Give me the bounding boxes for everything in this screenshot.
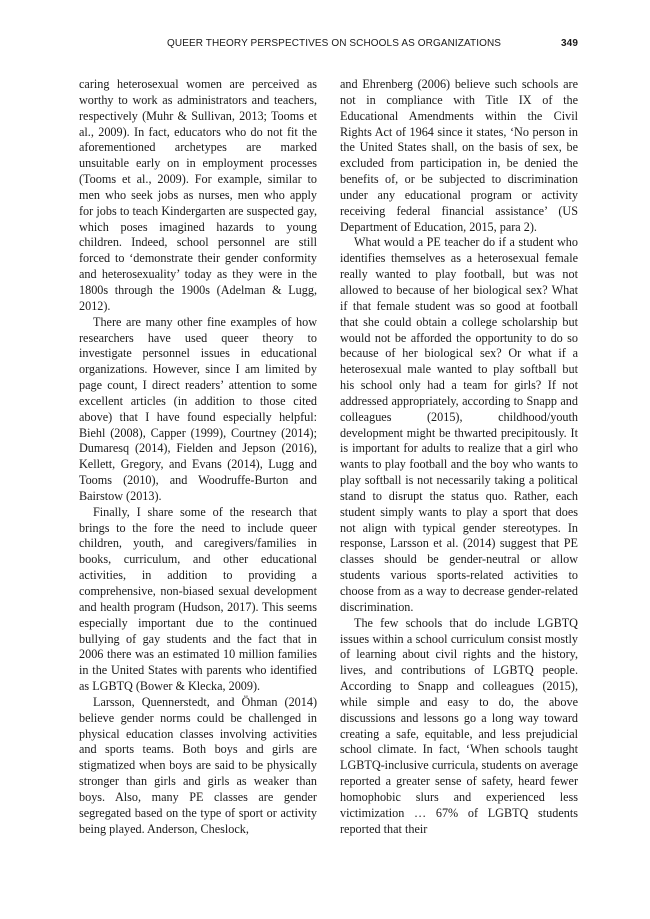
paragraph: and Ehrenberg (2006) believe such schools are not in compliance with Title IX of the Educational Amendments within the Civil Rights Act of 1964 since it states, ‘No person in the United States shall, on the basis of sex, be excluded from participation in, be denied the benefits of, or be subjected to discrimination under any educational program or activity receiving federal financial assistance’ (US Department of Education, 2015, para 2). [340, 77, 578, 234]
page-number: 349 [561, 38, 578, 49]
paragraph: Larsson, Quennerstedt, and Öhman (2014) believe gender norms could be challenged in physical education classes involving activities and sports teams. Both boys and girls are stigmatized when boys are said to be physically stronger than girls and girls as weaker than boys. Also, many PE classes are gender segregated based on the type of sport or activity being played. Anderson, Cheslock, [79, 694, 317, 836]
right-column [340, 77, 578, 838]
running-head [79, 38, 578, 52]
running-title: QUEER THEORY PERSPECTIVES ON SCHOOLS AS ORGANIZATIONS [167, 38, 502, 49]
left-column [79, 77, 317, 838]
paragraph: Finally, I share some of the research that brings to the fore the need to include queer children, youth, and caregivers/families in books, curriculum, and other educational activities, in addition to providing a comprehensive, non-biased sexual development and health program (Hudson, 2017). This seems especially important due to the continued bullying of gay students and the fact that in 2006 there was an estimated 10 million families in the United States with parents who identified as LGBTQ (Bower & Klecka, 2009). [79, 504, 317, 694]
paragraph: The few schools that do include LGBTQ issues within a school curriculum consist mostly of learning about civil rights and the history, lives, and contributions of LGBTQ people. According to Snapp and colleagues (2015), while simple and easy to do, the above discussions and lessons go a long way toward creating a safe, equitable, and less prejudicial school climate. In fact, ‘When schools taught LGBTQ-inclusive curricula, students on average reported a greater sense of safety, heard fewer homophobic slurs and experienced less victimization … 67% of LGBTQ students reported that their [340, 615, 578, 836]
paragraph: caring heterosexual women are perceived as worthy to work as administrators and teachers, respectively (Muhr & Sullivan, 2013; Tooms et al., 2009). In fact, educators who do not fit the aforementioned archetypes are marked unsuitable early on in employment processes (Tooms et al., 2009). For example, similar to men who seek jobs as nurses, men who apply for jobs to teach Kindergarten are suspected gay, which poses imagined hazards to young children. Indeed, school personnel are still forced to ‘demonstrate their gender conformity and heterosexuality’ today as they were in the 1800s through the 1900s (Adelman & Lugg, 2012). [79, 77, 317, 313]
paragraph: What would a PE teacher do if a student who identifies themselves as a heterosexual female really wanted to play football, but was not allowed to because of her biological sex? What if that female student was so good at football that she could obtain a college scholarship but would not be afforded the opportunity to do so because of her biological sex? Or what if a heterosexual male wanted to play softball but his school only had a team for girls? If not addressed appropriately, according to Snapp and colleagues (2015), childhood/youth development might be thwarted precipitously. It is important for adults to realize that a girl who wants to play football and the boy who wants to play softball is not necessarily taking a political stand to disrupt the status quo. Rather, each student simply wants to play a sport that does not align with typical gender stereotypes. In response, Larsson et al. (2014) suggest that PE classes should be gender-neutral or allow students various sports-related activities to choose from as a way to decrease gender-related discrimination. [340, 235, 578, 614]
paragraph: There are many other fine examples of how researchers have used queer theory to investigate personnel issues in educational organizations. However, since I am limited by page count, I direct readers’ attention to some excellent articles (in addition to those cited above) that I have found especially helpful: Biehl (2008), Capper (1999), Courtney (2014); Dumaresq (2014), Fielden and Jepson (2016), Kellett, Gregory, and Evans (2014), Lugg and Tooms (2010), and Woodruffe-Burton and Bairstow (2013). [79, 314, 317, 503]
